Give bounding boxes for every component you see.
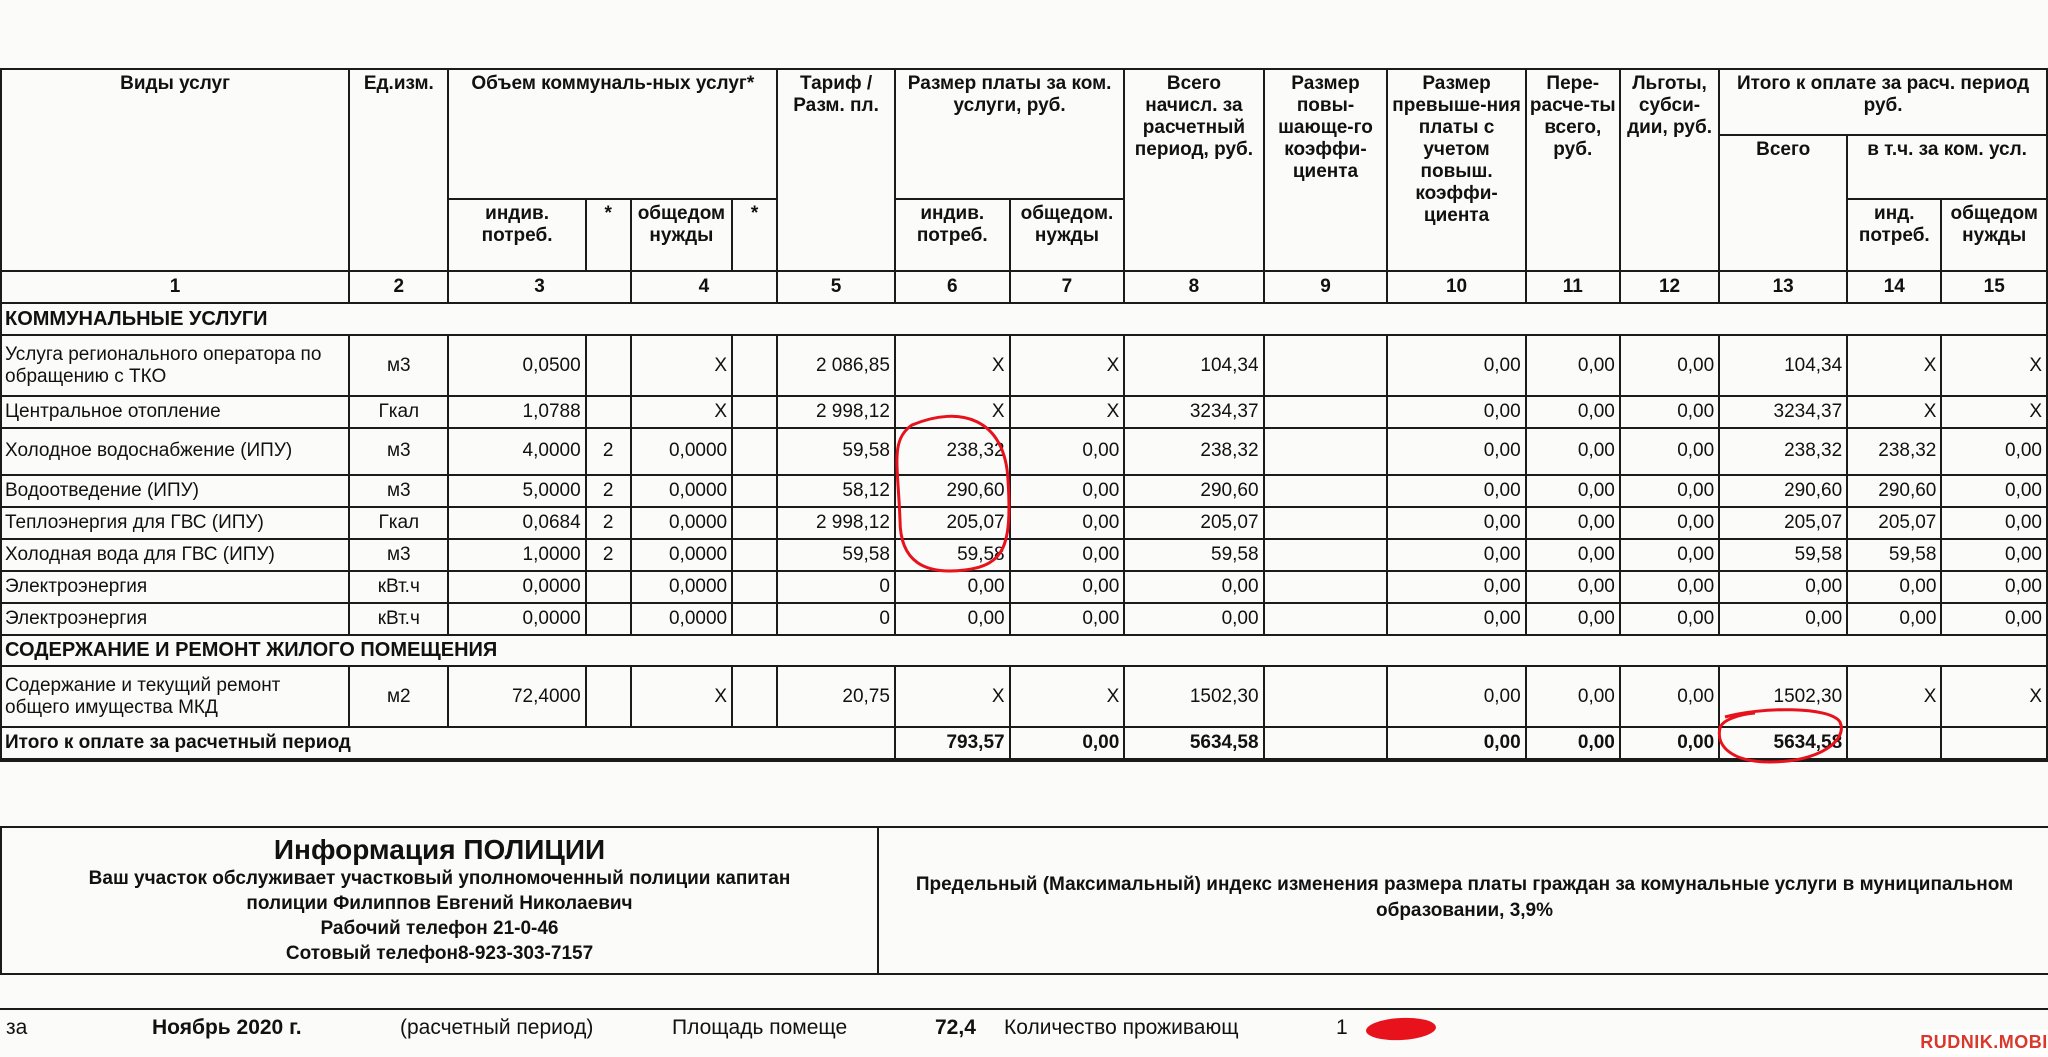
star-cell: 2 [586, 428, 631, 475]
recalc-cell: 0,00 [1526, 507, 1620, 539]
recalc-cell: 0,00 [1526, 603, 1620, 635]
tariff-cell: 59,58 [777, 428, 895, 475]
column-number: 10 [1387, 271, 1525, 303]
volume-common-cell: 0,0000 [631, 428, 732, 475]
benefit-cell: 0,00 [1620, 571, 1719, 603]
column-numbers-row [1, 271, 2047, 303]
section-row-maintenance [1, 635, 2047, 667]
excess-cell: 0,00 [1387, 507, 1525, 539]
header-volume-common: общедом нужды [631, 199, 732, 272]
to-pay-common-cell: X [1941, 396, 2047, 428]
header-volume-star-1: * [586, 199, 631, 272]
excess-cell: 0,00 [1387, 335, 1525, 396]
header-to-pay-incl: в т.ч. за ком. усл. [1847, 135, 2047, 199]
volume-common-cell: 0,0000 [631, 603, 732, 635]
to-pay-total-cell: 59,58 [1719, 539, 1847, 571]
to-pay-total-cell: 238,32 [1719, 428, 1847, 475]
footer-residents-label: Количество проживающ [1004, 1016, 1239, 1039]
total-accrued-cell: 1502,30 [1124, 666, 1263, 727]
total-accrued-cell: 0,00 [1124, 603, 1263, 635]
unit-cell: кВт.ч [349, 571, 448, 603]
police-line-4: Сотовый телефон8-923-303-7157 [285, 943, 594, 964]
to-pay-total-cell: 104,34 [1719, 335, 1847, 396]
star-cell [586, 603, 631, 635]
payment-indiv-cell: X [895, 396, 1010, 428]
volume-indiv-cell: 1,0000 [448, 539, 585, 571]
recalc-cell: 0,00 [1526, 428, 1620, 475]
total-accrued-cell: 290,60 [1124, 475, 1263, 507]
header-tariff: Тариф / Разм. пл. [777, 69, 895, 271]
police-info-box [0, 826, 879, 975]
star-cell [732, 507, 777, 539]
volume-common-cell: 0,0000 [631, 507, 732, 539]
payment-common-cell: 0,00 [1010, 428, 1125, 475]
total-to-pay-indiv [1847, 727, 1941, 760]
to-pay-total-cell: 1502,30 [1719, 666, 1847, 727]
column-number: 3 [448, 271, 630, 303]
table-row [1, 666, 2047, 727]
total-accrued-cell: 238,32 [1124, 428, 1263, 475]
footer-period: Ноябрь 2020 г. [152, 1016, 302, 1039]
column-number: 1 [1, 271, 349, 303]
tariff-cell: 2 086,85 [777, 335, 895, 396]
to-pay-total-cell: 0,00 [1719, 603, 1847, 635]
excess-cell: 0,00 [1387, 475, 1525, 507]
volume-common-cell: X [631, 666, 732, 727]
volume-indiv-cell: 5,0000 [448, 475, 585, 507]
police-line-3: Рабочий телефон 21-0-46 [320, 918, 559, 939]
volume-indiv-cell: 0,0000 [448, 571, 585, 603]
volume-common-cell: X [631, 396, 732, 428]
footer-period-label: (расчетный период) [400, 1016, 594, 1039]
tariff-cell: 20,75 [777, 666, 895, 727]
to-pay-common-cell: X [1941, 666, 2047, 727]
to-pay-total-cell: 290,60 [1719, 475, 1847, 507]
price-index-box [877, 826, 2048, 975]
total-to-pay-common [1941, 727, 2047, 760]
column-number: 15 [1941, 271, 2047, 303]
payment-common-cell: 0,00 [1010, 571, 1125, 603]
billing-table [0, 68, 2048, 762]
volume-common-cell: 0,0000 [631, 571, 732, 603]
star-cell: 2 [586, 539, 631, 571]
payment-indiv-cell: 0,00 [895, 571, 1010, 603]
header-to-pay-common: общедом нужды [1941, 199, 2047, 272]
payment-indiv-cell: 0,00 [895, 603, 1010, 635]
to-pay-indiv-cell: 238,32 [1847, 428, 1941, 475]
total-payment-indiv: 793,57 [895, 727, 1010, 760]
star-cell: 2 [586, 507, 631, 539]
unit-cell: кВт.ч [349, 603, 448, 635]
payment-indiv-cell: 238,32 [895, 428, 1010, 475]
recalc-cell: 0,00 [1526, 396, 1620, 428]
table-row [1, 603, 2047, 635]
total-to-pay: 5634,58 [1719, 727, 1847, 760]
payment-common-cell: 0,00 [1010, 507, 1125, 539]
excess-cell: 0,00 [1387, 428, 1525, 475]
benefit-cell: 0,00 [1620, 396, 1719, 428]
star-cell [586, 571, 631, 603]
tariff-cell: 59,58 [777, 539, 895, 571]
payment-common-cell: 0,00 [1010, 475, 1125, 507]
payment-common-cell: X [1010, 666, 1125, 727]
total-accrued-cell: 0,00 [1124, 571, 1263, 603]
unit-cell: м3 [349, 539, 448, 571]
tariff-cell: 2 998,12 [777, 507, 895, 539]
table-row [1, 428, 2047, 475]
recalc-cell: 0,00 [1526, 666, 1620, 727]
coefficient-cell [1264, 539, 1388, 571]
excess-cell: 0,00 [1387, 396, 1525, 428]
header-volume-indiv: индив. потреб. [448, 199, 585, 272]
footer-area-label: Площадь помеще [672, 1016, 848, 1039]
service-cell: Услуга регионального оператора по обращению с ТКО [1, 335, 349, 396]
table-row [1, 396, 2047, 428]
benefit-cell: 0,00 [1620, 603, 1719, 635]
header-excess: Размер превыше-ния платы с учетом повыш. коэффи-циента [1387, 69, 1525, 271]
total-accrued-cell: 104,34 [1124, 335, 1263, 396]
recalc-cell: 0,00 [1526, 475, 1620, 507]
star-cell [732, 539, 777, 571]
recalc-cell: 0,00 [1526, 539, 1620, 571]
footer-za: за [6, 1016, 28, 1039]
volume-common-cell: X [631, 335, 732, 396]
header-volume-star-2: * [732, 199, 777, 272]
to-pay-indiv-cell: 59,58 [1847, 539, 1941, 571]
to-pay-indiv-cell: 0,00 [1847, 571, 1941, 603]
volume-common-cell: 0,0000 [631, 475, 732, 507]
service-cell: Водоотведение (ИПУ) [1, 475, 349, 507]
column-number: 14 [1847, 271, 1941, 303]
benefit-cell: 0,00 [1620, 335, 1719, 396]
header-payment-indiv: индив. потреб. [895, 199, 1010, 272]
benefit-cell: 0,00 [1620, 475, 1719, 507]
total-recalc: 0,00 [1526, 727, 1620, 760]
excess-cell: 0,00 [1387, 603, 1525, 635]
header-payment-common: общедом. нужды [1010, 199, 1125, 272]
header-benefits: Льготы, субси-дии, руб. [1620, 69, 1719, 271]
column-number: 4 [631, 271, 777, 303]
total-payment-common: 0,00 [1010, 727, 1125, 760]
to-pay-total-cell: 205,07 [1719, 507, 1847, 539]
column-number: 6 [895, 271, 1010, 303]
star-cell [732, 428, 777, 475]
volume-indiv-cell: 1,0788 [448, 396, 585, 428]
to-pay-indiv-cell: 290,60 [1847, 475, 1941, 507]
service-cell: Содержание и текущий ремонт общего имущества МКД [1, 666, 349, 727]
service-cell: Холодная вода для ГВС (ИПУ) [1, 539, 349, 571]
payment-common-cell: X [1010, 335, 1125, 396]
volume-indiv-cell: 0,0684 [448, 507, 585, 539]
to-pay-total-cell: 3234,37 [1719, 396, 1847, 428]
volume-indiv-cell: 72,4000 [448, 666, 585, 727]
coefficient-cell [1264, 428, 1388, 475]
service-cell: Электроэнергия [1, 571, 349, 603]
header-row-1 [1, 69, 2047, 135]
column-number: 9 [1264, 271, 1388, 303]
star-cell: 2 [586, 475, 631, 507]
benefit-cell: 0,00 [1620, 428, 1719, 475]
tariff-cell: 0 [777, 571, 895, 603]
header-payment: Размер платы за ком. услуги, руб. [895, 69, 1124, 199]
to-pay-common-cell: 0,00 [1941, 539, 2047, 571]
to-pay-indiv-cell: X [1847, 335, 1941, 396]
section-utilities: КОММУНАЛЬНЫЕ УСЛУГИ [1, 303, 2047, 335]
table-row [1, 475, 2047, 507]
tariff-cell: 58,12 [777, 475, 895, 507]
to-pay-indiv-cell: X [1847, 396, 1941, 428]
to-pay-total-cell: 0,00 [1719, 571, 1847, 603]
payment-indiv-cell: 205,07 [895, 507, 1010, 539]
coefficient-cell [1264, 666, 1388, 727]
total-label: Итого к оплате за расчетный период [1, 727, 895, 760]
service-cell: Центральное отопление [1, 396, 349, 428]
section-maintenance: СОДЕРЖАНИЕ И РЕМОНТ ЖИЛОГО ПОМЕЩЕНИЯ [1, 635, 2047, 667]
star-cell [586, 396, 631, 428]
excess-cell: 0,00 [1387, 571, 1525, 603]
service-cell: Электроэнергия [1, 603, 349, 635]
to-pay-common-cell: 0,00 [1941, 475, 2047, 507]
header-volume: Объем коммуналь-ных услуг* [448, 69, 777, 199]
footer-area-value: 72,4 [935, 1016, 976, 1039]
coefficient-cell [1264, 475, 1388, 507]
header-service: Виды услуг [1, 69, 349, 271]
star-cell [586, 335, 631, 396]
to-pay-common-cell: 0,00 [1941, 507, 2047, 539]
to-pay-indiv-cell: 205,07 [1847, 507, 1941, 539]
coefficient-cell [1264, 396, 1388, 428]
excess-cell: 0,00 [1387, 539, 1525, 571]
unit-cell: м3 [349, 428, 448, 475]
recalc-cell: 0,00 [1526, 335, 1620, 396]
column-number: 2 [349, 271, 448, 303]
unit-cell: м3 [349, 475, 448, 507]
unit-cell: Гкал [349, 396, 448, 428]
payment-indiv-cell: X [895, 335, 1010, 396]
table-row [1, 507, 2047, 539]
column-number: 7 [1010, 271, 1125, 303]
benefit-cell: 0,00 [1620, 666, 1719, 727]
star-cell [732, 666, 777, 727]
police-line-1: Ваш участок обслуживает участковый уполномоченный полиции капитан [88, 868, 791, 889]
to-pay-indiv-cell: X [1847, 666, 1941, 727]
star-cell [586, 666, 631, 727]
payment-common-cell: 0,00 [1010, 539, 1125, 571]
star-cell [732, 571, 777, 603]
recalc-cell: 0,00 [1526, 571, 1620, 603]
payment-common-cell: 0,00 [1010, 603, 1125, 635]
header-to-pay-total: Всего [1719, 135, 1847, 271]
payment-indiv-cell: X [895, 666, 1010, 727]
column-number: 11 [1526, 271, 1620, 303]
police-line-2: полиции Филиппов Евгений Николаевич [246, 893, 633, 914]
section-row-utilities [1, 303, 2047, 335]
watermark: RUDNIK.MOBI [1920, 1030, 2048, 1055]
coefficient-cell [1264, 603, 1388, 635]
volume-common-cell: 0,0000 [631, 539, 732, 571]
tariff-cell: 0 [777, 603, 895, 635]
to-pay-indiv-cell: 0,00 [1847, 603, 1941, 635]
police-title: Информация ПОЛИЦИИ [273, 834, 606, 865]
header-unit: Ед.изм. [349, 69, 448, 271]
column-number: 13 [1719, 271, 1847, 303]
star-cell [732, 603, 777, 635]
to-pay-common-cell: 0,00 [1941, 603, 2047, 635]
unit-cell: м3 [349, 335, 448, 396]
service-cell: Теплоэнергия для ГВС (ИПУ) [1, 507, 349, 539]
benefit-cell: 0,00 [1620, 507, 1719, 539]
excess-cell: 0,00 [1387, 666, 1525, 727]
header-total-accrued: Всего начисл. за расчетный период, руб. [1124, 69, 1263, 271]
unit-cell: м2 [349, 666, 448, 727]
total-coefficient [1264, 727, 1388, 760]
to-pay-common-cell: 0,00 [1941, 571, 2047, 603]
column-number: 8 [1124, 271, 1263, 303]
header-to-pay: Итого к оплате за расч. период руб. [1719, 69, 2047, 135]
table-row [1, 539, 2047, 571]
total-accrued-cell: 59,58 [1124, 539, 1263, 571]
header-recalc: Пере-расче-ты всего, руб. [1526, 69, 1620, 271]
payment-indiv-cell: 59,58 [895, 539, 1010, 571]
payment-common-cell: X [1010, 396, 1125, 428]
coefficient-cell [1264, 507, 1388, 539]
total-excess: 0,00 [1387, 727, 1525, 760]
price-index-text: Предельный (Максимальный) индекс изменения размера платы граждан за комунальные услуги в муниципальном образовании, 3,9% [915, 874, 2014, 921]
service-cell: Холодное водоснабжение (ИПУ) [1, 428, 349, 475]
total-accrued-cell: 3234,37 [1124, 396, 1263, 428]
volume-indiv-cell: 0,0000 [448, 603, 585, 635]
coefficient-cell [1264, 335, 1388, 396]
table-row [1, 335, 2047, 396]
column-number: 12 [1620, 271, 1719, 303]
header-to-pay-indiv: инд. потреб. [1847, 199, 1941, 272]
total-accrued-cell: 205,07 [1124, 507, 1263, 539]
unit-cell: Гкал [349, 507, 448, 539]
table-row [1, 571, 2047, 603]
column-number: 5 [777, 271, 895, 303]
total-benefit: 0,00 [1620, 727, 1719, 760]
volume-indiv-cell: 4,0000 [448, 428, 585, 475]
to-pay-common-cell: 0,00 [1941, 428, 2047, 475]
star-cell [732, 335, 777, 396]
star-cell [732, 475, 777, 507]
header-coefficient: Размер повы-шающе-го коэффи-циента [1264, 69, 1388, 271]
benefit-cell: 0,00 [1620, 539, 1719, 571]
payment-indiv-cell: 290,60 [895, 475, 1010, 507]
total-row [1, 727, 2047, 760]
tariff-cell: 2 998,12 [777, 396, 895, 428]
star-cell [732, 396, 777, 428]
volume-indiv-cell: 0,0500 [448, 335, 585, 396]
total-accrued: 5634,58 [1124, 727, 1263, 760]
to-pay-common-cell: X [1941, 335, 2047, 396]
footer-residents-value: 1 [1336, 1016, 1348, 1039]
coefficient-cell [1264, 571, 1388, 603]
